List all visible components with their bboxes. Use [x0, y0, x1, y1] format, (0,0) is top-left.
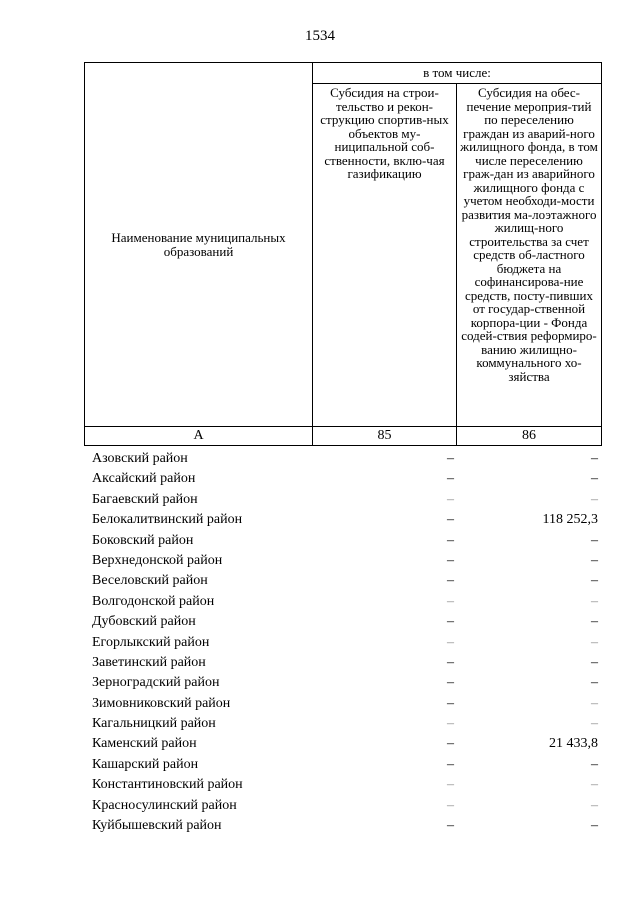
row-value-86: – — [591, 818, 598, 834]
row-value-85: – — [447, 756, 454, 772]
row-name: Боковский район — [92, 532, 194, 548]
row-name: Заветинский район — [92, 654, 206, 670]
name-column-header: Наименование муниципальных образований — [85, 63, 313, 427]
row-value-85: – — [447, 818, 454, 834]
row-value-85: – — [447, 654, 454, 670]
table-row — [84, 673, 601, 693]
row-name: Азовский район — [92, 451, 188, 466]
row-value-86: 21 433,8 — [549, 736, 598, 752]
row-value-85: – — [447, 797, 454, 813]
row-value-86: 118 252,3 — [542, 512, 598, 528]
row-value-86: – — [591, 552, 598, 568]
row-name: Волгодонской район — [92, 593, 215, 609]
row-value-85: – — [447, 532, 454, 548]
row-value-86: – — [591, 675, 598, 691]
code-85: 85 — [313, 427, 457, 446]
row-value-85: – — [447, 593, 454, 609]
row-value-86: – — [591, 777, 598, 793]
data-rows — [84, 449, 601, 836]
row-value-85: – — [447, 552, 454, 568]
row-name: Аксайский район — [92, 471, 196, 487]
table-row — [84, 653, 601, 673]
table-row — [84, 449, 601, 469]
table-row — [84, 551, 601, 571]
row-value-86: – — [591, 695, 598, 711]
row-value-86: – — [591, 532, 598, 548]
row-value-86: – — [591, 491, 598, 507]
row-value-85: – — [447, 777, 454, 793]
row-name: Верхнедонской район — [92, 552, 223, 568]
row-value-85: – — [447, 471, 454, 487]
row-value-86: – — [591, 654, 598, 670]
row-value-85: – — [447, 634, 454, 650]
col85-header: Субсидия на строи-тельство и рекон-струкцию спортив-ных объектов му-ниципальной соб-ственности, вклю-чая газификацию — [313, 84, 457, 427]
row-value-86: – — [591, 593, 598, 609]
table-row — [84, 694, 601, 714]
row-value-86: – — [591, 451, 598, 466]
row-name: Куйбышевский район — [92, 818, 222, 834]
row-name: Веселовский район — [92, 573, 208, 589]
row-name: Константиновский район — [92, 777, 243, 793]
col86-header: Субсидия на обес-печение мероприя-тий по переселению граждан из аварий-ного жилищного фонда, в том числе переселению граж-дан из аварийного жилищного фонда с учетом необходи-мости развития ма-лоэтажного жилищ-ного строительства за счет средств об-ластного бюджета на софинансирова-ние средств, посту-пивших от государ-ственной корпора-ции - Фонда содей-ствия реформиро-ванию жилищно-коммунального хо-зяйства — [457, 84, 602, 427]
row-name: Зерноградский район — [92, 675, 220, 691]
row-value-86: – — [591, 756, 598, 772]
row-value-85: – — [447, 573, 454, 589]
row-value-86: – — [591, 471, 598, 487]
table-row — [84, 592, 601, 612]
row-name: Красносулинский район — [92, 797, 237, 813]
row-value-86: – — [591, 573, 598, 589]
row-name: Багаевский район — [92, 491, 198, 507]
row-value-86: – — [591, 716, 598, 732]
row-value-86: – — [591, 797, 598, 813]
table-header — [84, 62, 602, 446]
row-name: Зимовниковский район — [92, 695, 231, 711]
row-value-86: – — [591, 614, 598, 630]
page-number: 1534 — [305, 28, 335, 44]
row-name: Каменский район — [92, 736, 197, 752]
row-name: Белокалитвинский район — [92, 512, 243, 528]
row-name: Кашарский район — [92, 756, 199, 772]
row-value-86: – — [591, 634, 598, 650]
table-row — [84, 755, 601, 775]
table-row — [84, 734, 601, 754]
table-row — [84, 571, 601, 591]
group-header: в том числе: — [313, 63, 602, 84]
row-value-85: – — [447, 695, 454, 711]
table-row — [84, 816, 601, 836]
table-row — [84, 612, 601, 632]
table-row — [84, 775, 601, 795]
table-row — [84, 714, 601, 734]
code-86: 86 — [457, 427, 602, 446]
row-value-85: – — [447, 614, 454, 630]
row-value-85: – — [447, 675, 454, 691]
row-name: Кагальницкий район — [92, 716, 216, 732]
table-row — [84, 490, 601, 510]
table-row — [84, 469, 601, 489]
row-value-85: – — [447, 736, 454, 752]
row-name: Егорлыкский район — [92, 634, 210, 650]
table-row — [84, 510, 601, 530]
table-row — [84, 531, 601, 551]
row-value-85: – — [447, 491, 454, 507]
code-a: А — [85, 427, 313, 446]
row-value-85: – — [447, 451, 454, 466]
row-name: Дубовский район — [92, 614, 196, 630]
table-row — [84, 796, 601, 816]
table-row — [84, 633, 601, 653]
row-value-85: – — [447, 716, 454, 732]
row-value-85: – — [447, 512, 454, 528]
